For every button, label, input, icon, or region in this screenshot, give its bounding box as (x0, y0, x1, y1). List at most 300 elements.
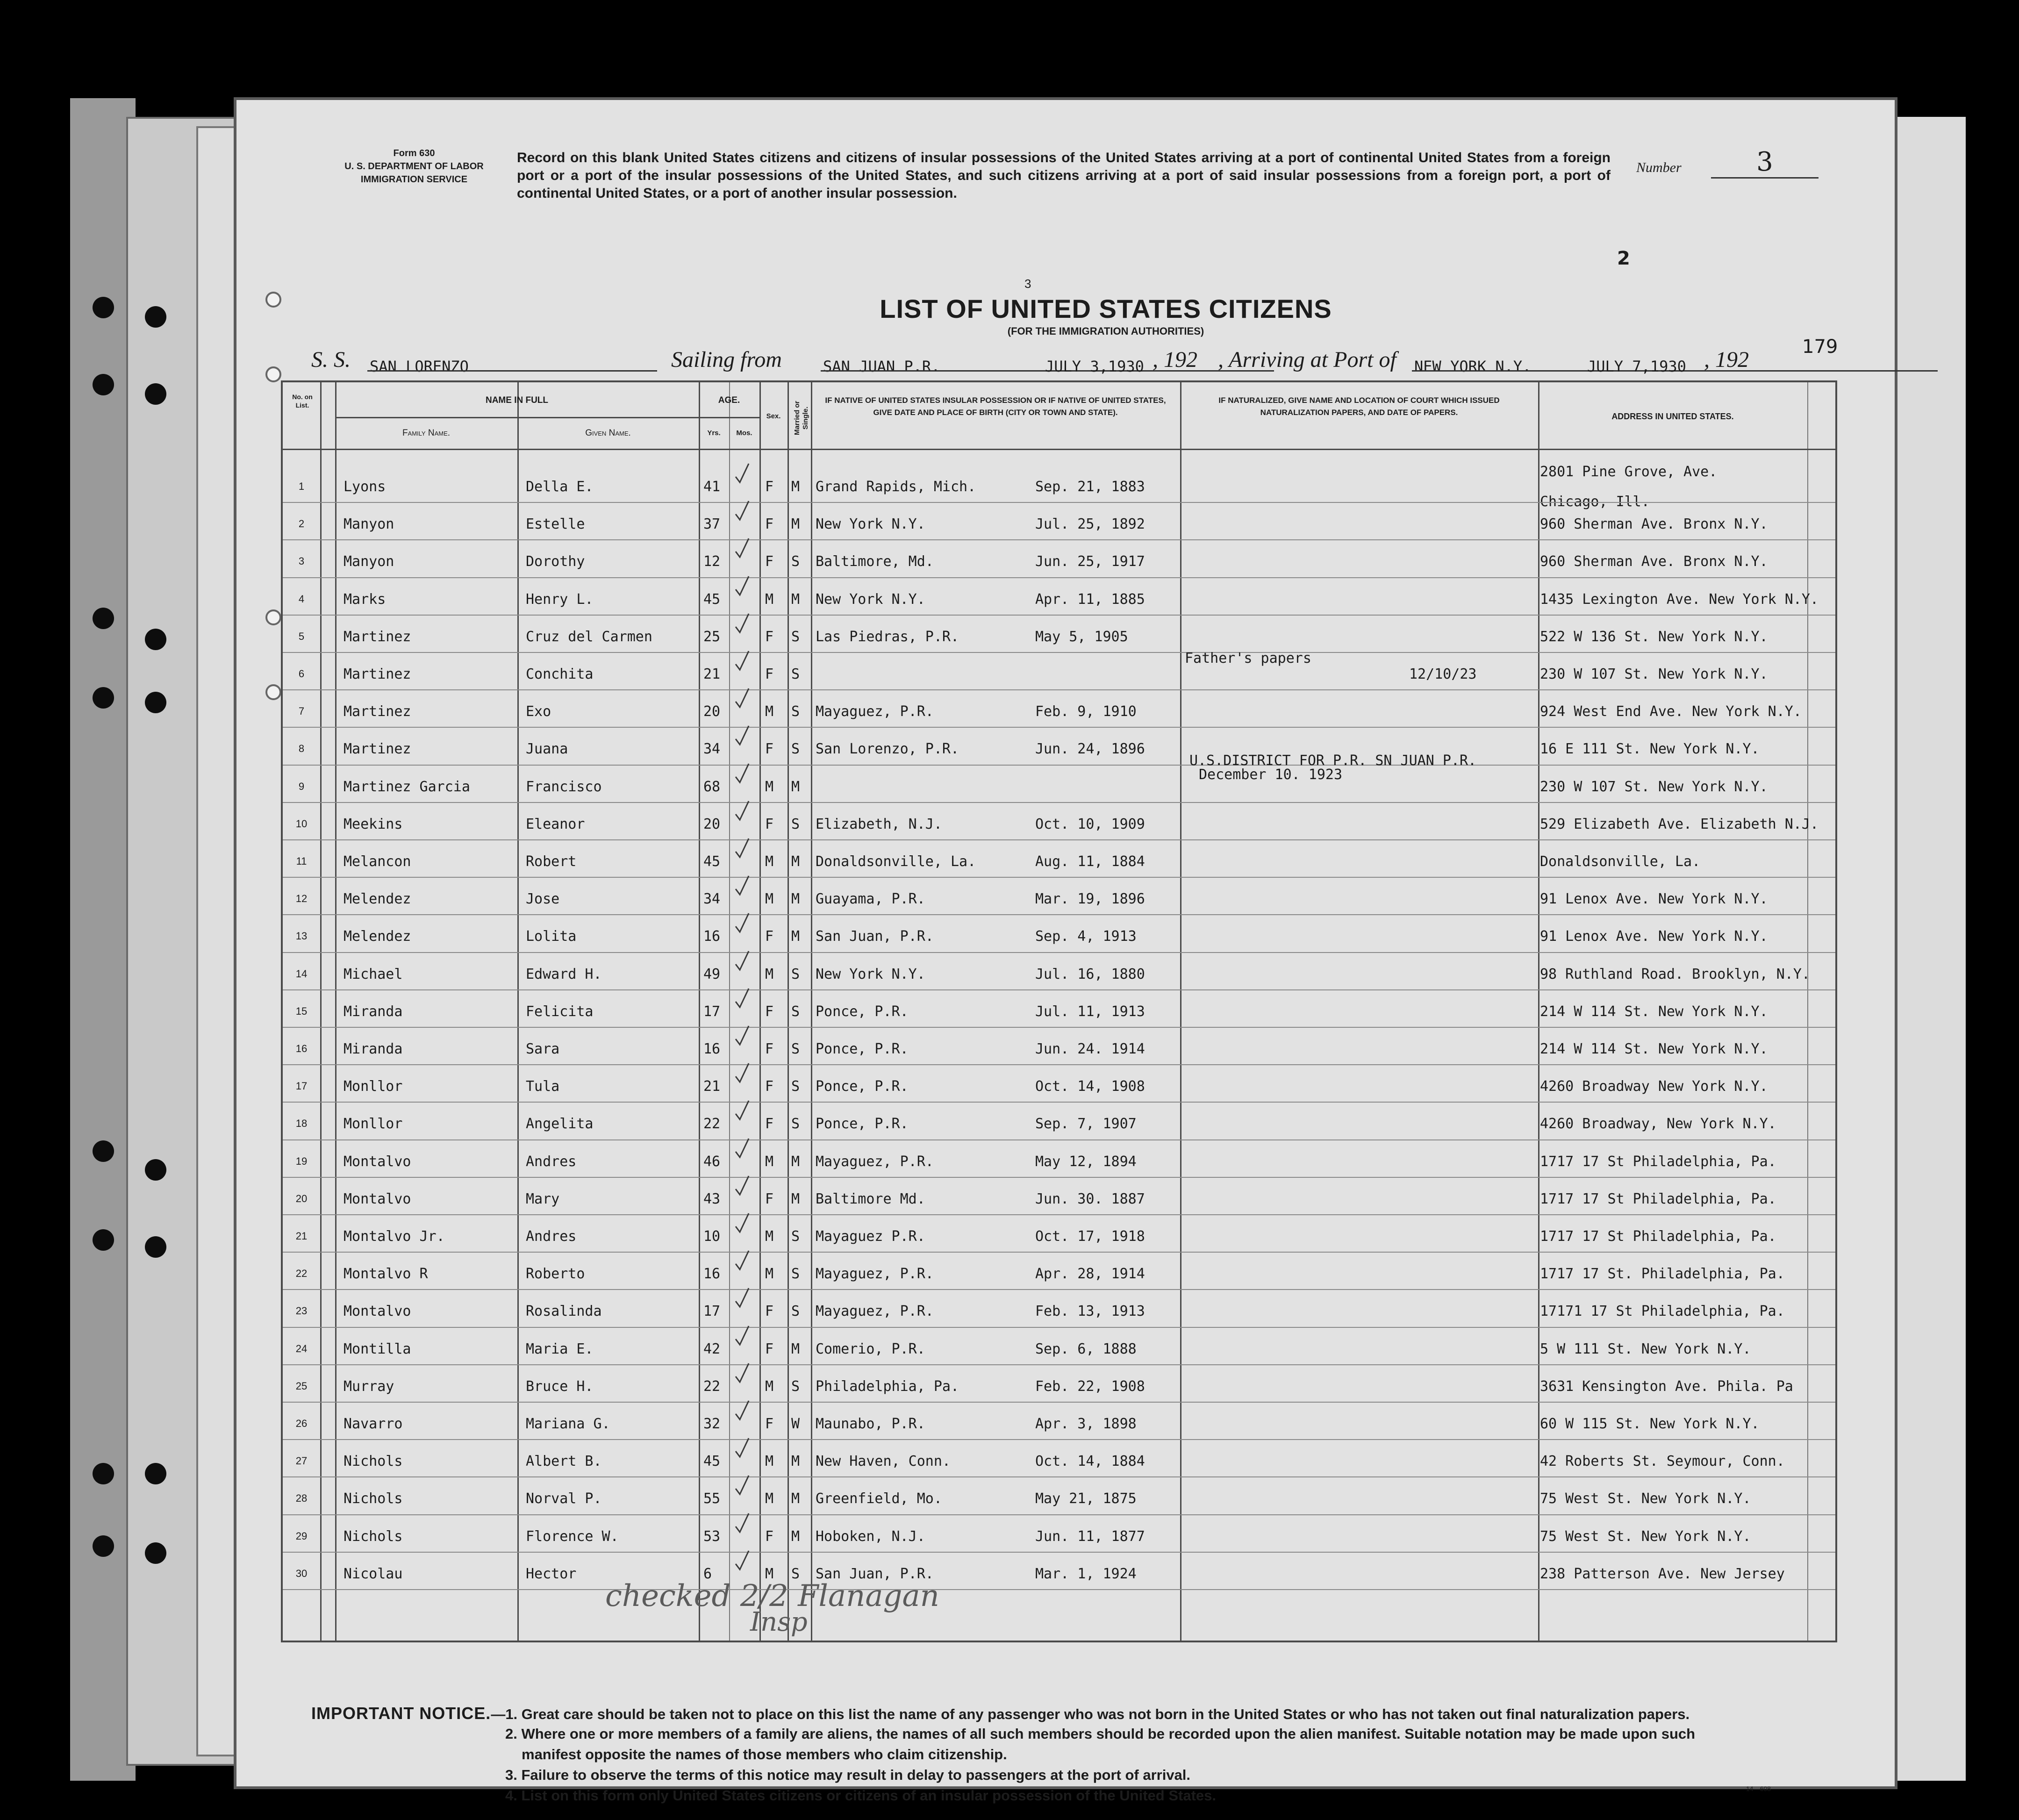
row-number: 14 (295, 967, 308, 980)
check-mark-icon (734, 950, 750, 972)
row-number: 4 (298, 593, 305, 605)
form-identifier (283, 147, 545, 186)
header-bottom-rule (283, 449, 1835, 450)
check-mark-icon (734, 725, 750, 746)
header-birth: IF NATIVE OF UNITED STATES INSULAR POSSESSION OR IF NATIVE OF UNITED STATES, GIVE DATE AND PLACE OF BIRTH (CITY OR TOWN AND STATE). (825, 396, 1166, 417)
birth-date: May 12, 1894 (1035, 1153, 1137, 1170)
check-mark-icon (734, 838, 750, 859)
age-years: 20 (703, 703, 721, 720)
birth-date: May 5, 1905 (1035, 628, 1128, 645)
age-years: 16 (703, 1266, 721, 1283)
age-years: 37 (703, 516, 721, 533)
marital-status: S (791, 1003, 800, 1020)
check-mark-icon (734, 875, 750, 896)
check-mark-icon (734, 688, 750, 709)
row-number: 2 (298, 518, 305, 530)
family-name: Montalvo (344, 1153, 411, 1170)
sex: F (765, 1041, 774, 1057)
header-address: ADDRESS IN UNITED STATES. (1611, 412, 1734, 421)
address: 75 West St. New York N.Y. (1540, 1528, 1751, 1545)
family-name: Montalvo R (344, 1266, 428, 1283)
address: 529 Elizabeth Ave. Elizabeth N.J. (1540, 816, 1819, 832)
given-name: Mary (526, 1190, 560, 1207)
ss-label: S. S. (311, 347, 351, 372)
marital-status: S (791, 1041, 800, 1057)
binder-edge (70, 98, 136, 1781)
arriving-port: NEW YORK N.Y. (1414, 358, 1532, 375)
sex: F (765, 1190, 774, 1207)
sex: F (765, 928, 774, 945)
notice-item-4: 4. List on this form only United States citizens or citizens of an insular possession of the United States. (505, 1787, 1216, 1804)
given-name: Jose (526, 891, 560, 908)
page-subtitle: (FOR THE IMMIGRATION AUTHORITIES) (1007, 325, 1204, 337)
address: 1435 Lexington Ave. New York N.Y. (1540, 591, 1819, 608)
birth-place: New York N.Y. (816, 516, 925, 533)
row-number: 22 (295, 1268, 308, 1280)
family-name: Montalvo Jr. (344, 1228, 445, 1245)
table-row (283, 990, 1835, 1028)
check-mark-icon (734, 1100, 750, 1121)
check-mark-icon (734, 1287, 750, 1309)
binder-hole (145, 629, 166, 650)
table-row (283, 616, 1835, 653)
sex: F (765, 1340, 774, 1357)
birth-place: Baltimore Md. (816, 1190, 925, 1207)
handwritten-initials: Insp (750, 1607, 808, 1637)
address: 214 W 114 St. New York N.Y. (1540, 1041, 1768, 1057)
binder-hole (93, 297, 114, 318)
birth-date: May 21, 1875 (1035, 1490, 1137, 1507)
header-mos: Mos. (736, 429, 752, 437)
family-name: Montalvo (344, 1190, 411, 1207)
row-number: 10 (295, 817, 308, 830)
given-name: Juana (526, 741, 568, 758)
marital-status: M (791, 591, 800, 608)
family-name: Monllor (344, 1078, 403, 1095)
list-number: 3 (1711, 147, 1819, 179)
table-row (283, 1215, 1835, 1253)
age-years: 34 (703, 741, 721, 758)
table-row (283, 878, 1835, 915)
sex: M (765, 966, 774, 982)
check-mark-icon (734, 1437, 750, 1459)
sailing-label: Sailing from (671, 347, 782, 372)
marital-status: S (791, 1116, 800, 1132)
birth-date: Sep. 7, 1907 (1035, 1116, 1137, 1132)
birth-place: New Haven, Conn. (816, 1453, 951, 1470)
age-years: 43 (703, 1190, 721, 1207)
family-name: Martinez (344, 628, 411, 645)
check-mark-icon (734, 1400, 750, 1421)
table-row (283, 464, 1835, 510)
given-name: Sara (526, 1041, 560, 1057)
row-number: 11 (296, 855, 307, 867)
table-row (283, 1440, 1835, 1477)
check-mark-icon (734, 1512, 750, 1534)
marital-status: S (791, 1228, 800, 1245)
header-naturalized: IF NATURALIZED, GIVE NAME AND LOCATION OF COURT WHICH ISSUED NATURALIZATION PAPERS, AND DATE OF PAPERS. (1218, 396, 1500, 417)
address: 4260 Broadway New York N.Y. (1540, 1078, 1768, 1095)
sex: M (765, 1266, 774, 1283)
check-mark-icon (734, 1175, 750, 1197)
address: 91 Lenox Ave. New York N.Y. (1540, 928, 1768, 945)
birth-place: Hoboken, N.J. (816, 1528, 925, 1545)
birth-place: Ponce, P.R. (816, 1078, 909, 1095)
birth-place: Elizabeth, N.J. (816, 816, 942, 832)
arriving-label: , Arriving at Port of (1218, 347, 1396, 372)
marital-status: M (791, 891, 800, 908)
given-name: Norval P. (526, 1490, 602, 1507)
page-number-stamp: 179 (1802, 336, 1838, 358)
handwritten-check-note: checked 2/2 Flanagan (605, 1579, 939, 1613)
family-name: Nicolau (344, 1565, 403, 1582)
row-number: 5 (298, 630, 305, 642)
address: 522 W 136 St. New York N.Y. (1540, 628, 1768, 645)
form-print-code: 14—608 (1746, 1785, 1771, 1792)
table-row (283, 1028, 1835, 1065)
service-name: IMMIGRATION SERVICE (360, 174, 468, 185)
address: 2801 Pine Grove, Ave. (1540, 464, 1718, 480)
marital-status: M (791, 853, 800, 870)
marital-status: M (791, 778, 800, 795)
birth-date: Jun. 11, 1877 (1035, 1528, 1145, 1545)
header-sex: Sex. (766, 412, 781, 420)
marital-status: S (791, 1303, 800, 1320)
check-mark-icon (734, 1325, 750, 1347)
given-name: Bruce H. (526, 1378, 594, 1395)
binder-hole (145, 1236, 166, 1258)
table-row (283, 728, 1835, 765)
row-number: 8 (298, 743, 305, 755)
address: 1717 17 St Philadelphia, Pa. (1540, 1153, 1776, 1170)
check-mark-icon (734, 575, 750, 597)
notice-lead: IMPORTANT NOTICE. (311, 1704, 491, 1723)
header-married-single: Married or Single. (793, 401, 809, 435)
punch-hole (265, 684, 281, 700)
given-name: Felicita (526, 1003, 594, 1020)
notice-item-2-cont: manifest opposite the names of those members who claim citizenship. (522, 1746, 1007, 1763)
notice-item-3: 3. Failure to observe the terms of this notice may result in delay to passengers at the port of arrival. (505, 1767, 1191, 1783)
address: 960 Sherman Ave. Bronx N.Y. (1540, 516, 1768, 533)
table-row (283, 690, 1835, 728)
notice-item-2: 2. Where one or more members of a family are aliens, the names of all such members should be recorded upon the alien manifest. Suitable notation may be made upon such (505, 1726, 1696, 1742)
family-name: Martinez (344, 703, 411, 720)
marital-status: M (791, 1340, 800, 1357)
given-name: Estelle (526, 516, 585, 533)
check-mark-icon (734, 463, 750, 484)
age-years: 42 (703, 1340, 721, 1357)
sex: F (765, 1528, 774, 1545)
age-years: 49 (703, 966, 721, 982)
check-mark-icon (734, 650, 750, 672)
age-years: 41 (703, 479, 721, 495)
row-number: 27 (295, 1455, 308, 1467)
handwritten-mark: 3 (1024, 277, 1031, 291)
birth-date: Oct. 10, 1909 (1035, 816, 1145, 832)
family-name: Manyon (344, 553, 394, 570)
row-number: 30 (295, 1567, 308, 1579)
sex: F (765, 516, 774, 533)
given-name: Edward H. (526, 966, 602, 982)
table-row (283, 650, 1835, 690)
age-years: 55 (703, 1490, 721, 1507)
birth-place: Mayaguez, P.R. (816, 1303, 934, 1320)
check-mark-icon (734, 1550, 750, 1571)
birth-date: Apr. 28, 1914 (1035, 1266, 1145, 1283)
family-name: Navarro (344, 1416, 403, 1432)
family-name: Melendez (344, 928, 411, 945)
row-number: 16 (295, 1043, 308, 1054)
sex: F (765, 1116, 774, 1132)
sailing-port: SAN JUAN P.R. (823, 358, 940, 375)
family-name: Miranda (344, 1041, 403, 1057)
given-name: Tula (526, 1078, 560, 1095)
check-mark-icon (734, 800, 750, 822)
address: 60 W 115 St. New York N.Y. (1540, 1416, 1760, 1432)
record-instructions: Record on this blank United States citizens and citizens of insular possessions of the United States arriving at a port of continental United States from a foreign port or a port of the insular possessions of the United States, and such citizens arriving at a port of said insular possessions from a foreign port, a port of continental United States, or a port of another insular possession. (517, 150, 1611, 201)
address-line-2: Chicago, Ill. (1540, 494, 1650, 510)
row-number: 15 (295, 1005, 308, 1017)
check-mark-icon (734, 1025, 750, 1046)
marital-status: M (791, 1528, 800, 1545)
birth-date: Sep. 4, 1913 (1035, 928, 1137, 945)
row-rule (283, 1589, 1835, 1590)
table-row (283, 540, 1835, 578)
birth-date: Jul. 16, 1880 (1035, 966, 1145, 982)
table-row (283, 1178, 1835, 1215)
given-name: Henry L. (526, 591, 594, 608)
age-years: 16 (703, 1041, 721, 1057)
family-name: Nichols (344, 1453, 403, 1470)
age-years: 16 (703, 928, 721, 945)
birth-place: Greenfield, Mo. (816, 1490, 942, 1507)
binder-hole (93, 1140, 114, 1162)
row-number: 13 (295, 930, 308, 942)
naturalization-court: Father's papers (1185, 650, 1311, 666)
check-mark-icon (734, 1212, 750, 1234)
marital-status: S (791, 816, 800, 832)
binder-hole (93, 1535, 114, 1557)
row-number: 1 (298, 480, 305, 492)
address: 924 West End Ave. New York N.Y. (1540, 703, 1802, 720)
birth-place: San Juan, P.R. (816, 1565, 934, 1582)
binder-hole (145, 1542, 166, 1564)
table-row (283, 1515, 1835, 1553)
birth-place: Las Piedras, P.R. (816, 628, 959, 645)
birth-place: San Lorenzo, P.R. (816, 741, 959, 758)
marital-status: M (791, 1190, 800, 1207)
row-number: 6 (298, 668, 305, 680)
address: 17171 17 St Philadelphia, Pa. (1540, 1303, 1785, 1320)
table-row (283, 1140, 1835, 1178)
family-name: Melendez (344, 891, 411, 908)
birth-date: Sep. 6, 1888 (1035, 1340, 1137, 1357)
family-name: Melancon (344, 853, 411, 870)
punch-hole (265, 609, 281, 625)
family-name: Michael (344, 966, 403, 982)
birth-date: Jul. 25, 1892 (1035, 516, 1145, 533)
header-family-name: Family Name. (402, 428, 451, 438)
marital-status: S (791, 1378, 800, 1395)
family-name: Marks (344, 591, 386, 608)
ship-name-line (367, 370, 657, 372)
age-years: 34 (703, 891, 721, 908)
ship-name: SAN LORENZO (370, 358, 469, 375)
birth-place: Philadelphia, Pa. (816, 1378, 959, 1395)
punch-hole (265, 292, 281, 308)
check-mark-icon (734, 1250, 750, 1271)
marital-status: M (791, 1153, 800, 1170)
family-name: Nichols (344, 1528, 403, 1545)
given-name: Roberto (526, 1266, 585, 1283)
row-number: 25 (295, 1380, 308, 1392)
form-number: Form 630 (393, 148, 435, 158)
birth-place: Donaldsonville, La. (816, 853, 976, 870)
row-number: 23 (295, 1305, 308, 1317)
binder-hole (93, 608, 114, 629)
marital-status: S (791, 703, 800, 720)
address: 238 Patterson Ave. New Jersey (1540, 1565, 1785, 1582)
page-title: LIST OF UNITED STATES CITIZENS (880, 294, 1332, 323)
family-name: Miranda (344, 1003, 403, 1020)
address: 960 Sherman Ave. Bronx N.Y. (1540, 553, 1768, 570)
sex: M (765, 1453, 774, 1470)
row-number: 19 (295, 1155, 308, 1167)
age-years: 45 (703, 1453, 721, 1470)
binder-hole (145, 306, 166, 328)
birth-place: Ponce, P.R. (816, 1003, 909, 1020)
family-name: Montilla (344, 1340, 411, 1357)
sex: F (765, 1078, 774, 1095)
marital-status: S (791, 1266, 800, 1283)
address: 230 W 107 St. New York N.Y. (1540, 666, 1768, 682)
check-mark-icon (734, 537, 750, 559)
binder-hole (145, 692, 166, 713)
age-years: 22 (703, 1116, 721, 1132)
sex: M (765, 1153, 774, 1170)
sex: F (765, 479, 774, 495)
row-number: 3 (298, 555, 305, 567)
birth-date: Feb. 9, 1910 (1035, 703, 1137, 720)
family-name: Monllor (344, 1116, 403, 1132)
table-row (283, 1103, 1835, 1140)
age-years: 20 (703, 816, 721, 832)
sex: M (765, 1490, 774, 1507)
birth-date: Jun. 30. 1887 (1035, 1190, 1145, 1207)
age-years: 12 (703, 553, 721, 570)
given-name: Lolita (526, 928, 577, 945)
department-name: U. S. DEPARTMENT OF LABOR (344, 161, 484, 172)
header-name-in-full: NAME IN FULL (485, 395, 549, 405)
marital-status: W (791, 1416, 800, 1432)
birth-date: Oct. 14, 1908 (1035, 1078, 1145, 1095)
sex: M (765, 1228, 774, 1245)
birth-place: Maunabo, P.R. (816, 1416, 925, 1432)
family-name: Nichols (344, 1490, 403, 1507)
year-suffix: , 192 (1153, 347, 1197, 372)
address: 16 E 111 St. New York N.Y. (1540, 741, 1760, 758)
address: 214 W 114 St. New York N.Y. (1540, 1003, 1768, 1020)
birth-date: Jul. 11, 1913 (1035, 1003, 1145, 1020)
given-name: Dorothy (526, 553, 585, 570)
sex: F (765, 1303, 774, 1320)
given-name: Francisco (526, 778, 602, 795)
table-row (283, 1065, 1835, 1103)
sex: M (765, 778, 774, 795)
year-suffix: , 192 (1704, 347, 1749, 372)
sex: M (765, 853, 774, 870)
header-age: AGE. (718, 395, 740, 405)
age-years: 53 (703, 1528, 721, 1545)
birth-place: Ponce, P.R. (816, 1041, 909, 1057)
birth-date: Feb. 13, 1913 (1035, 1303, 1145, 1320)
check-mark-icon (734, 500, 750, 522)
row-number: 21 (295, 1230, 308, 1242)
age-years: 46 (703, 1153, 721, 1170)
family-name: Martinez (344, 741, 411, 758)
address: 230 W 107 St. New York N.Y. (1540, 778, 1768, 795)
birth-date: Oct. 14, 1884 (1035, 1453, 1145, 1470)
naturalization-date: 12/10/23 (1409, 666, 1477, 682)
age-years: 6 (703, 1565, 712, 1582)
birth-date: Jun. 24, 1896 (1035, 741, 1145, 758)
address: 4260 Broadway, New York N.Y. (1540, 1116, 1776, 1132)
row-number: 18 (295, 1118, 308, 1130)
sailing-date: JULY 3,1930 (1045, 358, 1144, 375)
sex: M (765, 591, 774, 608)
given-name: Andres (526, 1228, 577, 1245)
punch-hole (265, 366, 281, 382)
table-row (283, 840, 1835, 878)
given-name: Hector (526, 1565, 577, 1582)
address: 42 Roberts St. Seymour, Conn. (1540, 1453, 1785, 1470)
family-name: Lyons (344, 479, 386, 495)
given-name: Rosalinda (526, 1303, 602, 1320)
given-name: Della E. (526, 479, 594, 495)
given-name: Angelita (526, 1116, 594, 1132)
given-name: Robert (526, 853, 577, 870)
family-name: Martinez Garcia (344, 778, 470, 795)
marital-status: M (791, 1453, 800, 1470)
marital-status: M (791, 1490, 800, 1507)
family-name: Murray (344, 1378, 394, 1395)
row-number: 29 (295, 1530, 308, 1542)
manifest-page (234, 97, 1897, 1804)
age-years: 68 (703, 778, 721, 795)
address: Donaldsonville, La. (1540, 853, 1701, 870)
table-row (283, 1553, 1835, 1590)
marital-status: M (791, 516, 800, 533)
family-name: Martinez (344, 666, 411, 682)
table-row (283, 578, 1835, 616)
notice-text: —1. Great care should be taken not to place on this list the name of any passenger who was not born in the United States or who has not taken out final naturalization papers. (491, 1706, 1690, 1722)
birth-place: Guayama, P.R. (816, 891, 925, 908)
given-name: Conchita (526, 666, 594, 682)
birth-date: Sep. 21, 1883 (1035, 479, 1145, 495)
sex: F (765, 628, 774, 645)
birth-place: Grand Rapids, Mich. (816, 479, 976, 495)
birth-date: Jun. 24. 1914 (1035, 1041, 1145, 1057)
notice-item-1 (311, 1703, 1690, 1725)
binder-hole (93, 374, 114, 395)
given-name: Maria E. (526, 1340, 594, 1357)
table-row (283, 915, 1835, 953)
binder-hole (145, 383, 166, 405)
row-number: 7 (298, 705, 305, 717)
binder-hole (145, 1463, 166, 1484)
age-years: 25 (703, 628, 721, 645)
marital-status: M (791, 479, 800, 495)
